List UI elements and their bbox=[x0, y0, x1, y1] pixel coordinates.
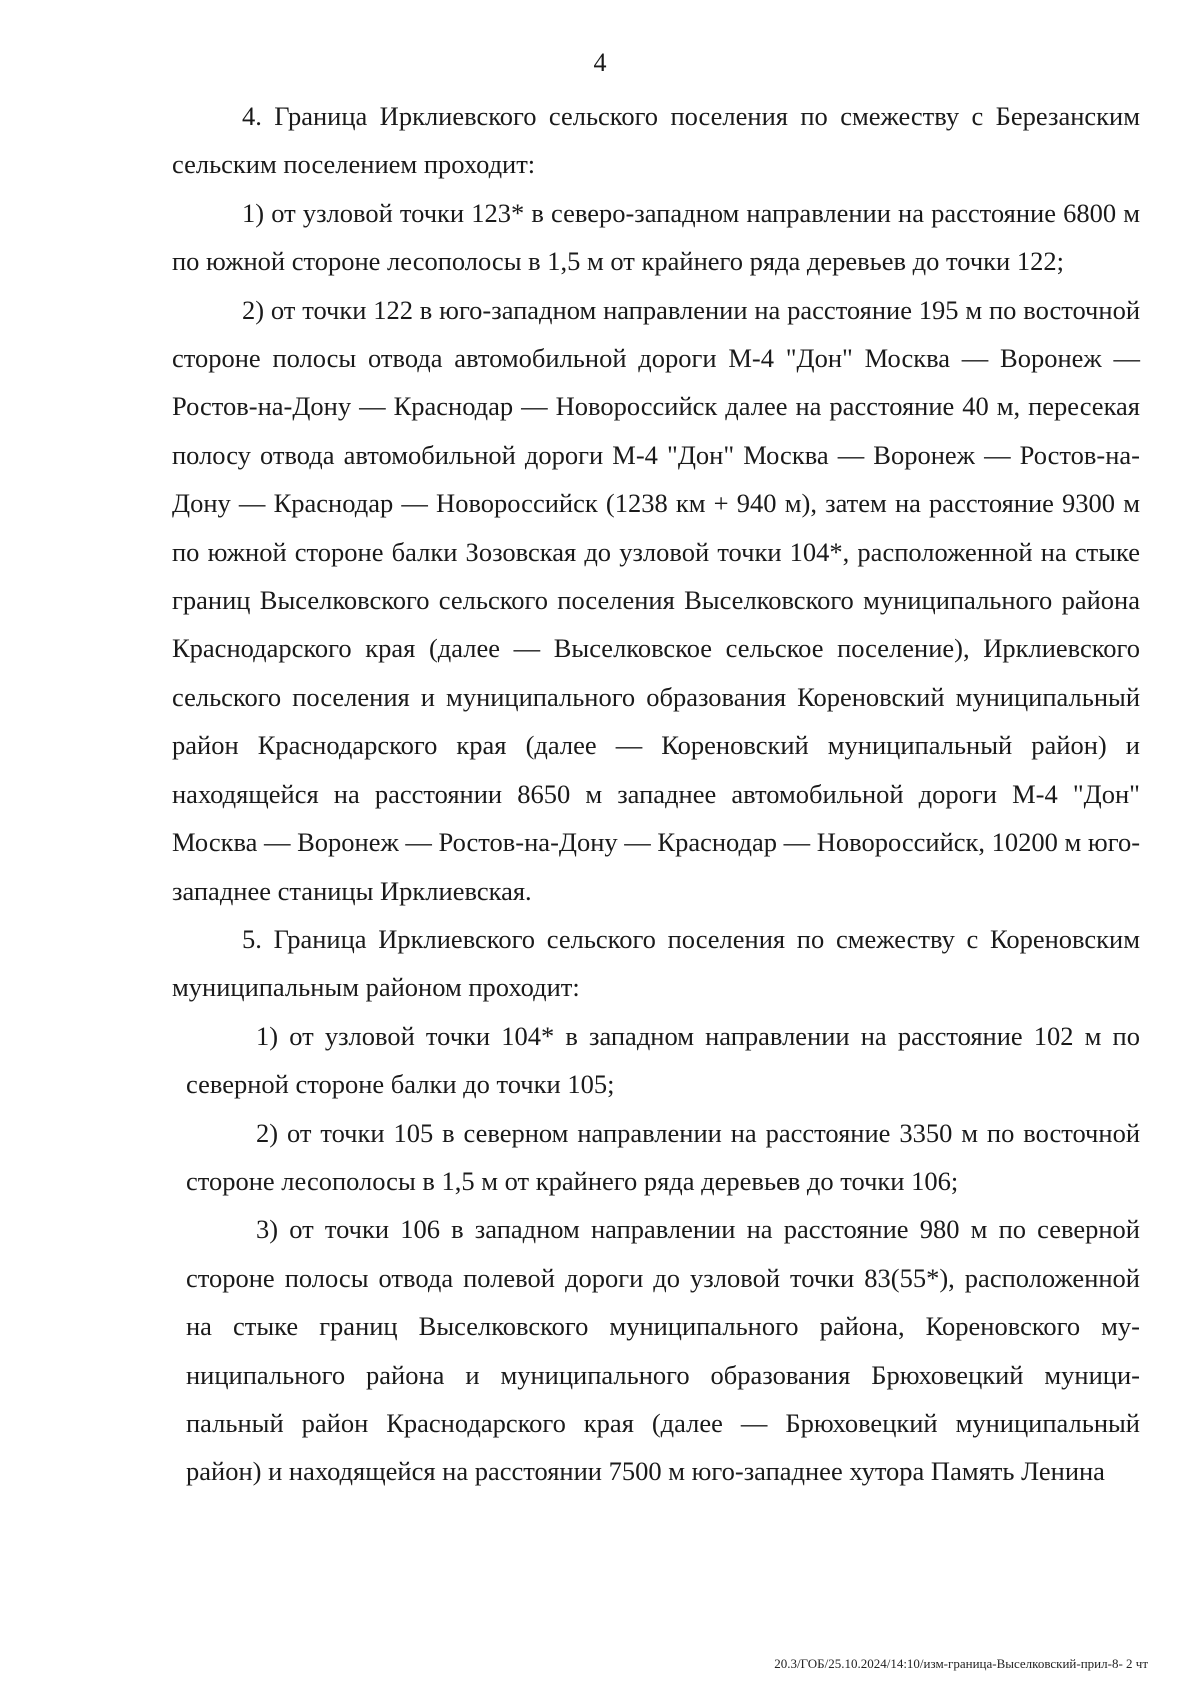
document-body bbox=[172, 92, 1140, 1496]
paragraph-item-5-2: 2) от точки 105 в северном направлении на расстояние 3350 м по восточной стороне лесополосы в 1,5 м от крайнего ряда деревьев до точки 106; bbox=[186, 1117, 1140, 1196]
paragraph-section-5: 5. Граница Ирклиевского сельского поселения по смежеству с Кореновским муниципальным районом проходит: bbox=[172, 923, 1140, 1003]
paragraph-item-5-3: 3) от точки 106 в западном направлении на расстояние 980 м по северной стороне полосы отвода полевой дороги до узловой точки 83(55*), расположенной на стыке границ Выселковского муниципального района, Кореновского муниципального района и муниципального образования Брюховецкий муниципальный район Краснодарского края (далее — Брюховецкий муниципальный район) и находящейся на расстоянии 7500 м юго-западнее хутора Память Ленина bbox=[186, 1214, 1140, 1487]
paragraph-item-5-1: 1) от узловой точки 104* в западном направлении на расстояние 102 м по северной стороне балки до точки 105; bbox=[186, 1020, 1140, 1100]
page-number: 4 bbox=[593, 48, 607, 77]
paragraph-item-4-1: 1) от узловой точки 123* в северо-западном направлении на расстояние 6800 м по южной стороне лесополосы в 1,5 м от крайнего ряда деревьев до точки 122; bbox=[172, 197, 1140, 277]
paragraph-section-4: 4. Граница Ирклиевского сельского поселения по смежеству с Березанским сельским поселением проходит: bbox=[172, 101, 1140, 180]
document-footer-code: 20.3/ГОБ/25.10.2024/14:10/изм-граница-Выселковский-прил-8- 2 чт bbox=[774, 1656, 1148, 1671]
paragraph-item-4-2: 2) от точки 122 в юго-западном направлении на расстояние 195 м по восточной стороне полосы отвода автомобильной дороги М-4 "Дон" Москва — Воронеж — Ростов-на-Дону — Краснодар — Новороссийск далее на расстояние 40 м, пересекая полосу отвода автомобильной дороги М-4 "Дон" Москва — Воронеж — Ростов-на-Дону — Краснодар — Новороссийск (1238 км + 940 м), затем на расстояние 9300 м по южной стороне балки Зозовская до узловой точки 104*, расположенной на стыке границ Выселковского сельского поселения Выселковского муниципального района Краснодарского края (далее — Выселковское сельское поселение), Ирклиевского сельского поселения и муниципального образования Кореновский муниципальный район Краснодарского края (далее — Кореновский муниципальный район) и находящейся на расстоянии 8650 м западнее автомобильной дороги М-4 "Дон" Москва — Воронеж — Ростов-на-Дону — Краснодар — Новороссийск, 10200 м юго-западнее станицы Ирклиевская. bbox=[172, 294, 1141, 906]
